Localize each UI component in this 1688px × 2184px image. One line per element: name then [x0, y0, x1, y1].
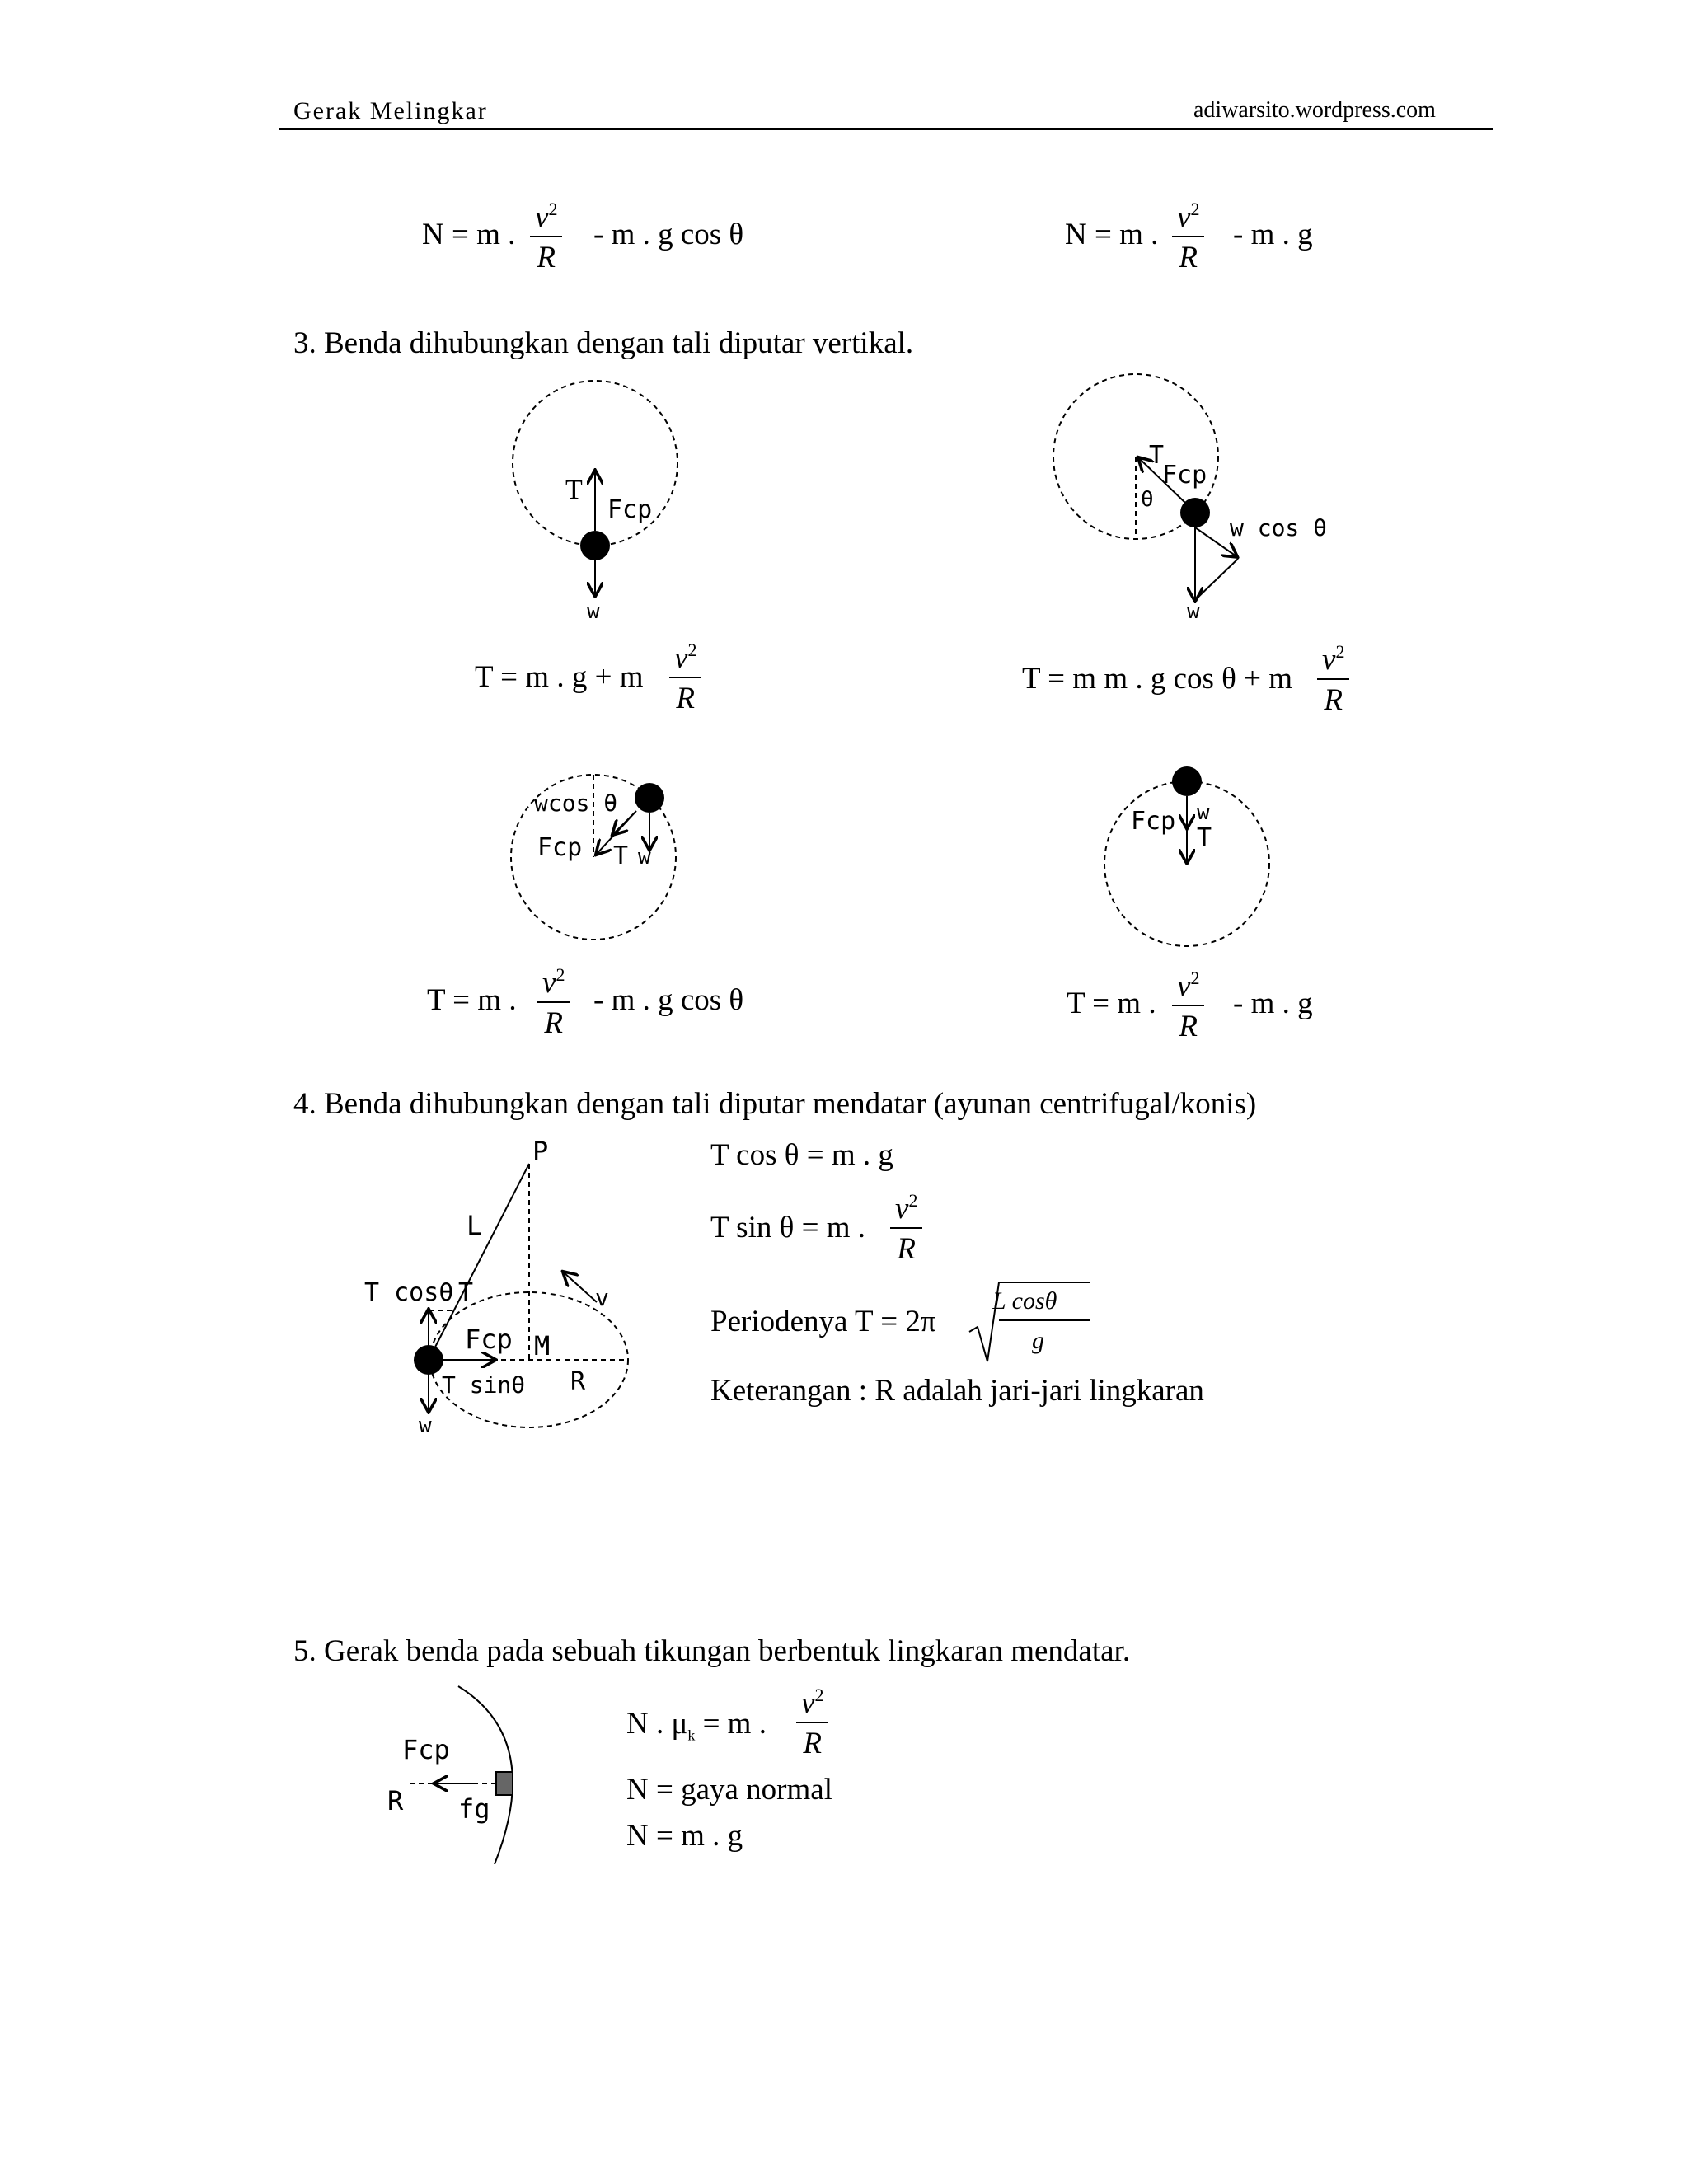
s4-note: Keterangan : R adalah jari-jari lingkaran: [710, 1374, 1204, 1408]
s3-eq3-pre: T = m .: [427, 983, 517, 1017]
s5-eq1: N . $\mu_k = m$ .: [626, 1707, 767, 1744]
svg-text:T cosθ: T cosθ: [364, 1278, 454, 1307]
svg-text:R: R: [387, 1785, 404, 1816]
section3-title: 3. Benda dihubungkan dengan tali diputar vertikal.: [293, 326, 914, 360]
svg-text:Fcp: Fcp: [465, 1324, 513, 1355]
svg-text:w: w: [638, 845, 651, 869]
svg-text:T: T: [1197, 823, 1212, 852]
s3-eq2-frac: $\frac{v^2}{R}$: [1317, 643, 1349, 715]
svg-text:T: T: [613, 841, 629, 870]
s4-eq1: T cos θ = m . g: [710, 1138, 893, 1172]
svg-text:v: v: [595, 1284, 609, 1311]
top-eq-left-frac: $\frac{v^2}{R}$: [530, 200, 562, 273]
s3-eq1-frac: $\frac{v^2}{R}$: [669, 641, 701, 714]
section5-title: 5. Gerak benda pada sebuah tikungan berbentuk lingkaran mendatar.: [293, 1634, 1131, 1668]
top-eq-left-pre: N = m .: [422, 218, 516, 251]
top-eq-right-frac: $\frac{v^2}{R}$: [1172, 200, 1204, 273]
label-Fcp: Fcp: [607, 495, 653, 524]
s5-eq1-frac: $\frac{v^2}{R}$: [796, 1686, 828, 1759]
s3-eq4-frac: $\frac{v^2}{R}$: [1172, 969, 1204, 1042]
label-T: T: [565, 475, 583, 505]
top-eq-left-post: - m . g cos θ: [593, 218, 744, 251]
s3-eq2-pre: T = m m . g cos θ + m: [1022, 662, 1293, 696]
s3-eq4-post: - m . g: [1233, 987, 1313, 1020]
svg-text:fg: fg: [458, 1793, 490, 1825]
svg-text:Fcp: Fcp: [402, 1734, 450, 1765]
svg-text:w: w: [419, 1413, 432, 1438]
svg-text:θ: θ: [1141, 487, 1154, 512]
s4-period-num: L cosθ: [992, 1287, 1057, 1315]
s4-eq2-pre: T sin θ = m .: [710, 1211, 865, 1244]
svg-text:Fcp: Fcp: [537, 833, 583, 862]
header-title: Gerak Melingkar: [293, 97, 488, 124]
top-eq-right-pre: N = m .: [1065, 218, 1159, 251]
svg-text:w cos θ: w cos θ: [1230, 514, 1328, 541]
svg-text:L: L: [467, 1210, 483, 1241]
s5-line3: N = m . g: [626, 1819, 743, 1853]
svg-text:T sinθ: T sinθ: [442, 1371, 526, 1399]
svg-text:wcos θ: wcos θ: [534, 790, 618, 817]
svg-text:w: w: [1187, 599, 1200, 624]
s3-eq3-post: - m . g cos θ: [593, 983, 744, 1017]
s4-period-pre: Periodenya T = 2π: [710, 1305, 936, 1338]
s4-period-den: g: [1032, 1327, 1044, 1354]
svg-text:T: T: [1149, 441, 1165, 470]
svg-text:Fcp: Fcp: [1162, 461, 1207, 490]
header-url: adiwarsito.wordpress.com: [1193, 97, 1436, 123]
s5-line2: N = gaya normal: [626, 1773, 832, 1807]
svg-text:M: M: [534, 1330, 551, 1361]
section4-title: 4. Benda dihubungkan dengan tali diputar mendatar (ayunan centrifugal/konis): [293, 1087, 1257, 1121]
label-w: w: [587, 599, 600, 624]
svg-text:w: w: [1197, 800, 1210, 825]
svg-text:R: R: [570, 1367, 586, 1396]
s3-eq4-pre: T = m .: [1067, 987, 1156, 1020]
svg-text:P: P: [532, 1136, 549, 1167]
s4-eq2-frac: $\frac{v^2}{R}$: [890, 1192, 922, 1264]
s3-eq3-frac: $\frac{v^2}{R}$: [537, 966, 570, 1038]
s3-eq1-pre: T = m . g + m: [475, 660, 644, 694]
svg-text:T: T: [458, 1278, 474, 1307]
top-eq-right-post: - m . g: [1233, 218, 1313, 251]
svg-text:Fcp: Fcp: [1131, 807, 1176, 836]
